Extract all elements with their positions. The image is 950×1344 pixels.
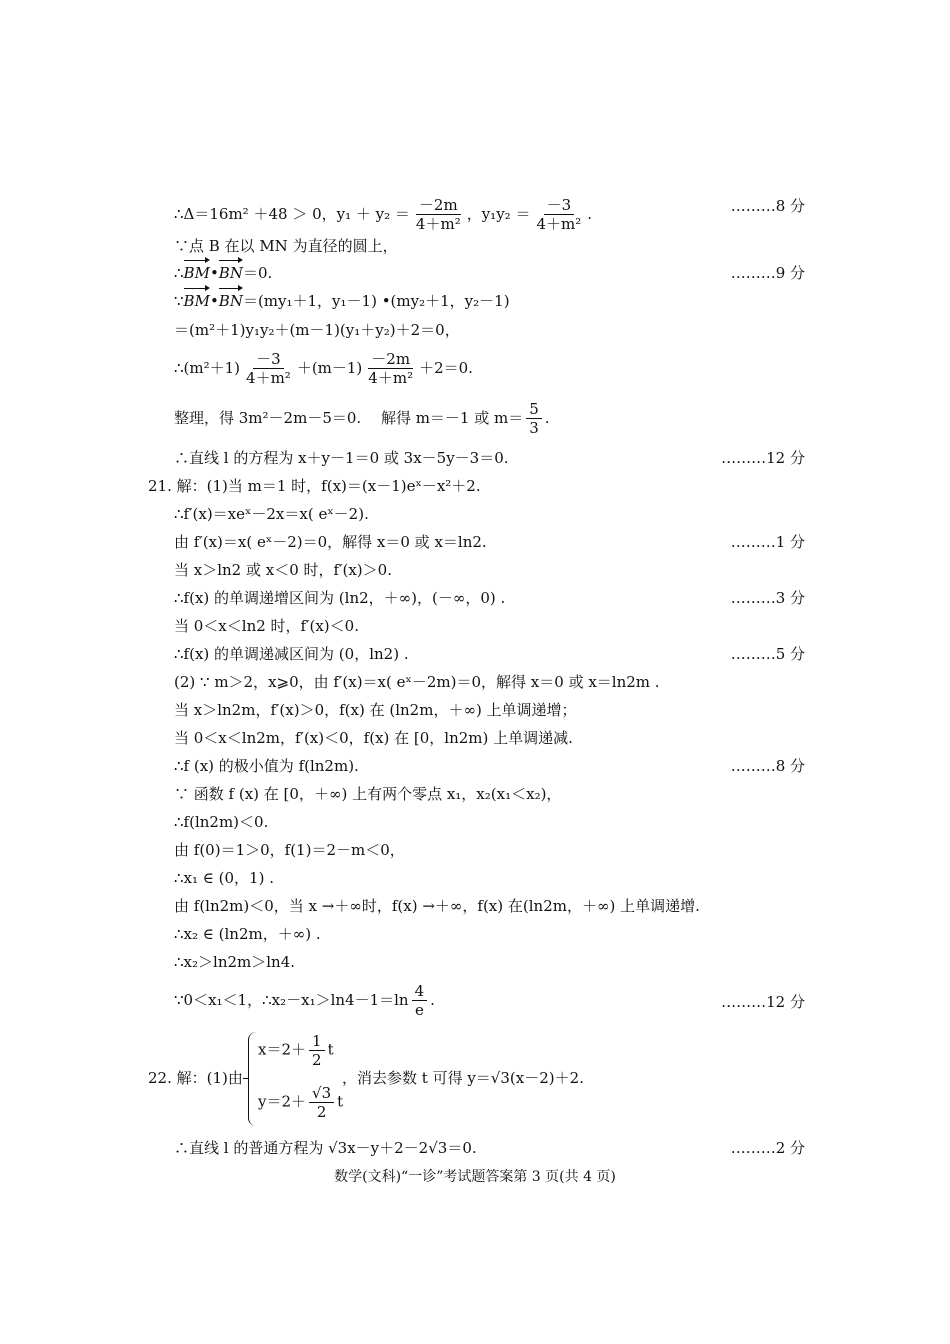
score-mark: ………12 分 [721, 993, 805, 1011]
solution-line-4 [174, 291, 805, 311]
line-text: ＝0. [242, 264, 273, 282]
line-text: ∴直线 l 的方程为 x＋y－1＝0 或 3x－5y－3＝0. [174, 449, 509, 467]
solution-line-29 [174, 1138, 805, 1158]
solution-line-23 [174, 868, 805, 888]
score-mark: ………5 分 [730, 645, 805, 663]
fraction: $\frac{-2m}{\text{4＋m²}}$ [368, 350, 414, 387]
system-row-y: y＝2＋ $\frac{√3}{2}$ t [258, 1084, 344, 1121]
vector-bm: BM [183, 292, 210, 310]
question-22-elimination [342, 1068, 805, 1088]
score-mark: ………3 分 [730, 589, 805, 607]
solution-line-26 [174, 952, 805, 972]
line-text: ＋(m－1) [296, 358, 363, 377]
line-text: ∴f(x) 的单调递减区间为 (0，ln2) . [174, 645, 409, 663]
line-text: ∴x₂＞ln2m＞ln4. [174, 953, 296, 971]
line-text: • [209, 292, 219, 310]
solution-line-6 [174, 350, 805, 387]
line-text: ∴(m²＋1) [174, 358, 241, 377]
line-text: ∴f′(x)＝xeˣ－2x＝x( eˣ－2). [174, 505, 369, 523]
line-text: 当 0＜x＜ln2 时，f′(x)＜0. [174, 617, 359, 635]
line-text: . [587, 204, 593, 223]
line-text: ，y₁y₂ ＝ [466, 204, 531, 223]
solution-line-13 [174, 588, 805, 608]
fraction: $\frac{5}{3}$ [526, 400, 542, 437]
solution-line-16 [174, 672, 805, 692]
score-mark: ………1 分 [730, 533, 805, 551]
line-text: 由 f(ln2m)＜0，当 x →＋∞时，f(x) →＋∞，f(x) 在(ln2m，＋∞) 上单调递增. [174, 897, 700, 915]
vector-bm: BM [183, 264, 210, 282]
line-text: ＝(my₁＋1，y₁－1) •(my₂＋1，y₂－1) [242, 292, 510, 310]
score-mark: ………8 分 [730, 197, 805, 215]
line-text: ∵ 函数 f (x) 在 [0，＋∞) 上有两个零点 x₁，x₂(x₁＜x₂)， [174, 785, 562, 803]
solution-line-24 [174, 896, 805, 916]
solution-line-7 [174, 400, 805, 437]
line-text: ∵0＜x₁＜1，∴x₂－x₁＞ln4－1＝ln [174, 990, 409, 1009]
left-brace [248, 1032, 257, 1126]
solution-line-22 [174, 840, 805, 860]
fraction: $\frac{-3}{\text{4＋m²}}$ [536, 196, 582, 233]
line-text: ∴x₂ ∈ (ln2m，＋∞) . [174, 925, 321, 943]
solution-line-14 [174, 616, 805, 636]
solution-line-27 [174, 982, 805, 1019]
solution-line-10 [174, 504, 805, 524]
line-text: ∴f(ln2m)＜0. [174, 813, 269, 831]
score-mark: ………9 分 [730, 264, 805, 282]
fraction: $\frac{4}{e}$ [412, 982, 428, 1019]
line-text: 当 x＞ln2 或 x＜0 时，f′(x)＞0. [174, 561, 392, 579]
page-footer: 数学(文科)“一诊”考试题答案第 3 页(共 4 页) [334, 1169, 616, 1185]
line-text: 当 x＞ln2m，f′(x)＞0，f(x) 在 (ln2m，＋∞) 上单调递增； [174, 701, 577, 719]
vector-bn: BN [218, 264, 243, 282]
solution-line-2 [174, 236, 805, 256]
vector-bn: BN [218, 292, 243, 310]
solution-line-21 [174, 812, 805, 832]
solution-line-25 [174, 924, 805, 944]
solution-line-18 [174, 728, 805, 748]
question-21-heading [148, 476, 805, 496]
system-row-x: x＝2＋ $\frac{1}{2}$ t [258, 1032, 334, 1069]
line-text: 21. 解：(1)当 m＝1 时，f(x)＝(x－1)eˣ－x²＋2. [148, 477, 481, 495]
solution-line-20 [174, 784, 805, 804]
line-text: ∴f(x) 的单调递增区间为 (ln2，＋∞)，(－∞，0) . [174, 589, 506, 607]
score-mark: ………2 分 [730, 1139, 805, 1157]
solution-line-19 [174, 756, 805, 776]
solution-line-11 [174, 532, 805, 552]
solution-line-3 [174, 263, 805, 283]
line-text: ＋2＝0. [419, 358, 473, 377]
score-mark: ………12 分 [721, 449, 805, 467]
line-text: 22. 解：(1)由 [148, 1069, 243, 1087]
line-text: 当 0＜x＜ln2m，f′(x)＜0，f(x) 在 [0，ln2m) 上单调递减. [174, 729, 573, 747]
line-text: . [430, 990, 435, 1009]
line-text: ∴直线 l 的普通方程为 √3x－y＋2－2√3＝0. [174, 1139, 477, 1157]
line-text: ∴Δ＝16m² ＋48 ＞ 0，y₁ ＋ y₂ ＝ [174, 204, 410, 223]
line-text: . [544, 408, 550, 427]
line-text: ∵ [174, 292, 184, 310]
line-text: • [209, 264, 219, 282]
solution-line-15 [174, 644, 805, 664]
solution-line-1 [174, 196, 805, 233]
line-text: ，消去参数 t 可得 y＝√3(x－2)＋2. [342, 1069, 584, 1087]
solution-line-17 [174, 700, 805, 720]
solution-line-5 [174, 320, 805, 340]
line-text: 由 f′(x)＝x( eˣ－2)＝0，解得 x＝0 或 x＝ln2. [174, 533, 487, 551]
score-mark: ………8 分 [730, 757, 805, 775]
solution-line-12 [174, 560, 805, 580]
line-text: ∴f (x) 的极小值为 f(ln2m). [174, 757, 359, 775]
line-text: 整理，得 3m²－2m－5＝0. 解得 m＝－1 或 m＝ [174, 408, 524, 427]
fraction: $\frac{-3}{\text{4＋m²}}$ [246, 350, 291, 387]
line-text: ∵点 B 在以 MN 为直径的圆上， [174, 237, 398, 255]
line-text: ∴x₁ ∈ (0，1) . [174, 869, 274, 887]
line-text: (2) ∵ m＞2，x⩾0，由 f′(x)＝x( eˣ－2m)＝0，解得 x＝0 或 x＝ln2m . [174, 673, 660, 691]
solution-line-8 [174, 448, 805, 468]
line-text: 由 f(0)＝1＞0，f(1)＝2－m＜0， [174, 841, 405, 859]
line-text: ＝(m²＋1)y₁y₂＋(m－1)(y₁＋y₂)＋2＝0， [174, 321, 460, 339]
fraction: $\frac{-2m}{\text{4＋m²}}$ [415, 196, 461, 233]
line-text: ∴ [174, 264, 184, 282]
